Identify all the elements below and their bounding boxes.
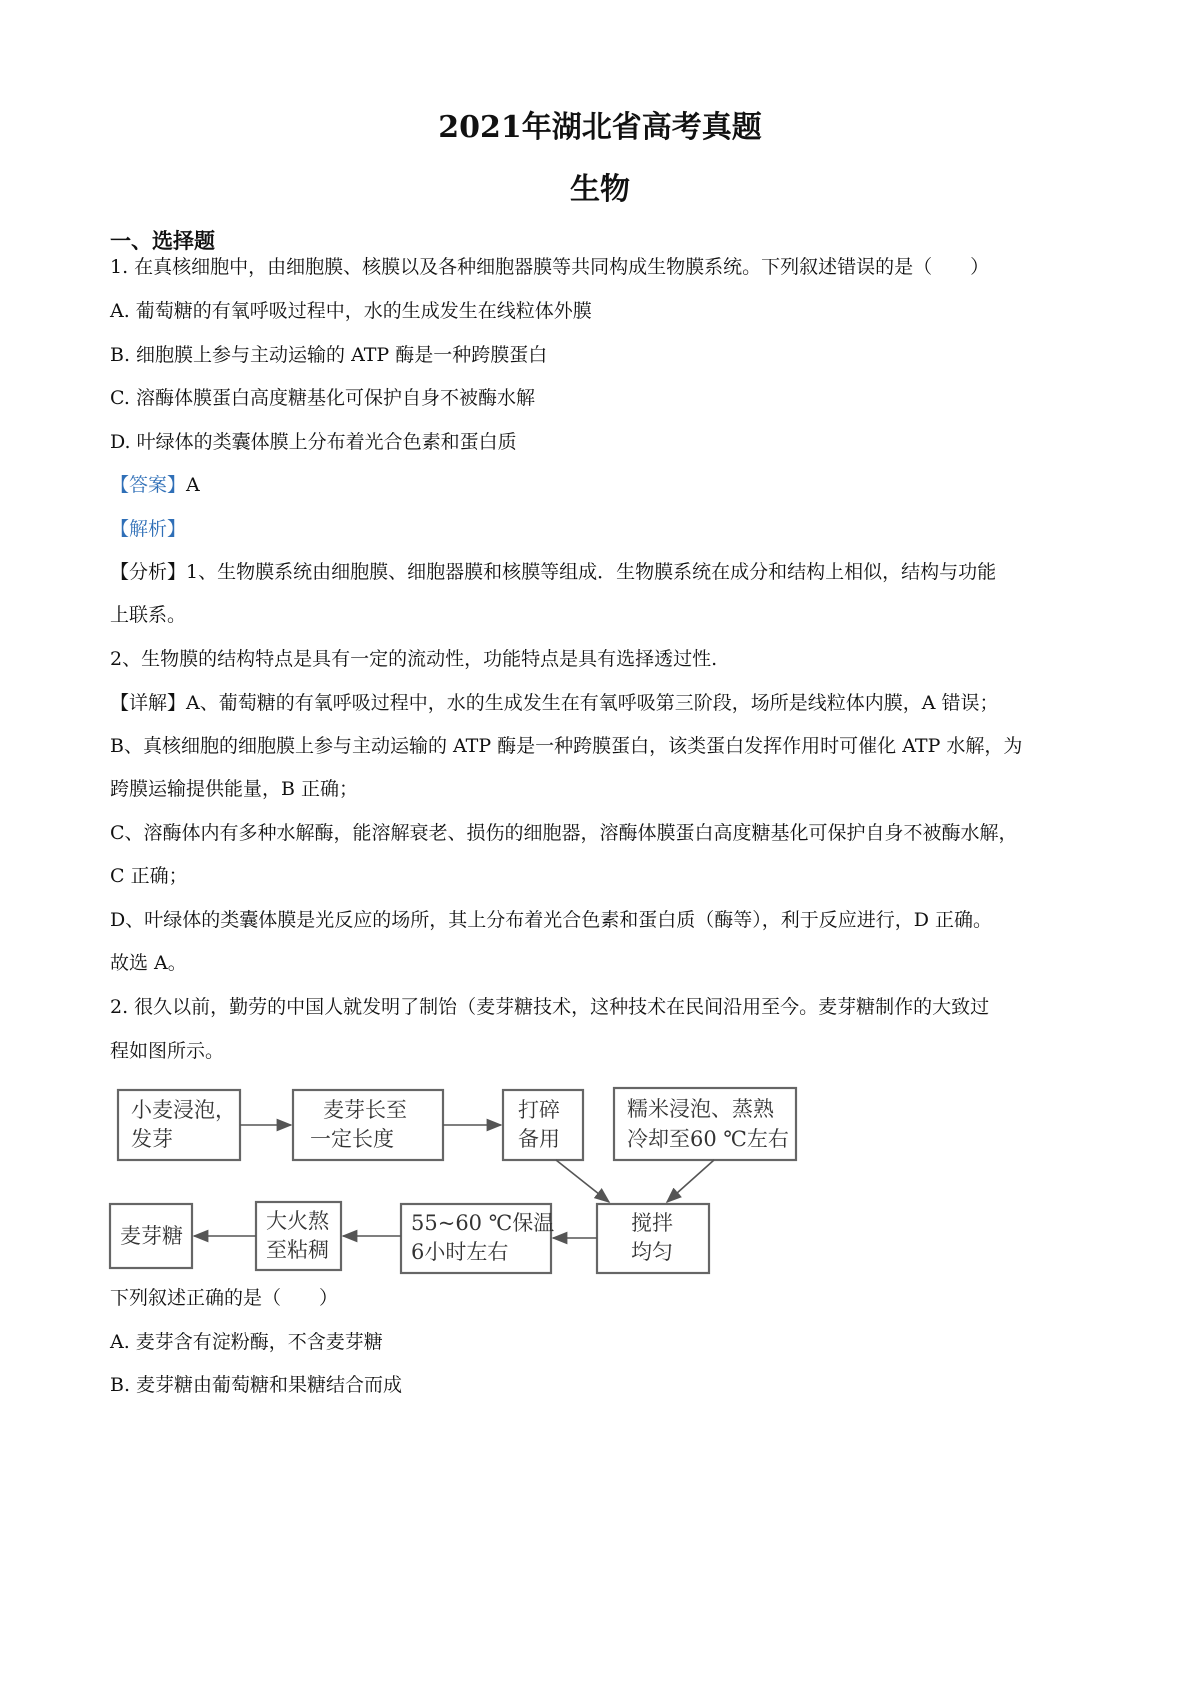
- analysis-line: C、溶酶体内有多种水解酶，能溶解衰老、损伤的细胞器，溶酶体膜蛋白高度糖基化可保护自身不被酶水解，: [110, 822, 1018, 844]
- q1-option-b: B. 细胞膜上参与主动运输的 ATP 酶是一种跨膜蛋白: [110, 344, 548, 366]
- q2-stem-line: 程如图所示。: [110, 1040, 225, 1062]
- q1-option-d: D. 叶绿体的类囊体膜上分布着光合色素和蛋白质: [110, 431, 517, 453]
- q2-prompt: 下列叙述正确的是（ ）: [110, 1287, 339, 1309]
- q2-stem-line: 2. 很久以前，勤劳的中国人就发明了制饴（麦芽糖技术，这种技术在民间沿用至今。麦芽糖制作的大致过: [110, 996, 990, 1018]
- q1-option-a: A. 葡萄糖的有氧呼吸过程中，水的生成发生在线粒体外膜: [110, 300, 592, 322]
- flow-box-6-line: 55~60 ℃保温: [411, 1211, 555, 1235]
- q2-option-b: B. 麦芽糖由葡萄糖和果糖结合而成: [110, 1374, 403, 1396]
- flow-box-7-line: 大火熬: [266, 1209, 329, 1233]
- flow-box-3-line: 打碎: [518, 1098, 560, 1122]
- q2-option-a: A. 麦芽含有淀粉酶，不含麦芽糖: [110, 1331, 383, 1353]
- analysis-line: 【分析】1、生物膜系统由细胞膜、细胞器膜和核膜等组成．生物膜系统在成分和结构上相似，结构与功能: [110, 561, 997, 583]
- flow-box-7-line: 至粘稠: [266, 1238, 329, 1262]
- flow-box-2-line: 麦芽长至: [323, 1098, 407, 1122]
- analysis-line: C 正确；: [110, 865, 188, 887]
- analysis-line: 故选 A。: [110, 952, 187, 974]
- answer-value: A: [186, 474, 200, 496]
- q1-option-c: C. 溶酶体膜蛋白高度糖基化可保护自身不被酶水解: [110, 387, 535, 409]
- document-title: 2021年湖北省高考真题: [438, 110, 762, 145]
- flow-arrow: [667, 1160, 714, 1202]
- analysis-line: 【详解】A、葡萄糖的有氧呼吸过程中，水的生成发生在有氧呼吸第三阶段，场所是线粒体内膜，A 错误；: [110, 692, 999, 714]
- analysis-line: D、叶绿体的类囊体膜是光反应的场所，其上分布着光合色素和蛋白质（酶等），利于反应进行，D 正确。: [110, 909, 993, 931]
- flow-box-8-line: 麦芽糖: [120, 1224, 183, 1248]
- analysis-line: 2、生物膜的结构特点是具有一定的流动性，功能特点是具有选择透过性.: [110, 648, 718, 670]
- flow-box-1-line: 小麦浸泡，: [131, 1098, 236, 1122]
- flow-box-5-line: 搅拌: [631, 1211, 673, 1235]
- flow-arrow: [556, 1160, 609, 1202]
- analysis-line: B、真核细胞的细胞膜上参与主动运输的 ATP 酶是一种跨膜蛋白，该类蛋白发挥作用时可催化 ATP 水解，为: [110, 735, 1023, 757]
- analysis-line: 上联系。: [110, 604, 187, 626]
- section-heading: 一、选择题: [110, 228, 215, 253]
- answer-tag: 【答案】: [110, 474, 187, 496]
- flow-box-4-line: 糯米浸泡、蒸熟: [627, 1097, 774, 1121]
- analysis-tag: 【解析】: [110, 518, 187, 540]
- flow-box-2-line: 一定长度: [310, 1127, 394, 1151]
- flow-box-4-line: 冷却至60 ℃左右: [627, 1127, 789, 1151]
- flow-box-6-line: 6小时左右: [411, 1240, 509, 1264]
- flow-box-3-line: 备用: [518, 1127, 560, 1151]
- subject-title: 生物: [570, 172, 630, 207]
- q1-stem: 1. 在真核细胞中，由细胞膜、核膜以及各种细胞器膜等共同构成生物膜系统。下列叙述错误的是（ ）: [110, 256, 990, 278]
- analysis-line: 跨膜运输提供能量，B 正确；: [110, 778, 359, 800]
- flow-box-1-line: 发芽: [131, 1127, 173, 1151]
- flow-box-5-line: 均匀: [631, 1240, 673, 1264]
